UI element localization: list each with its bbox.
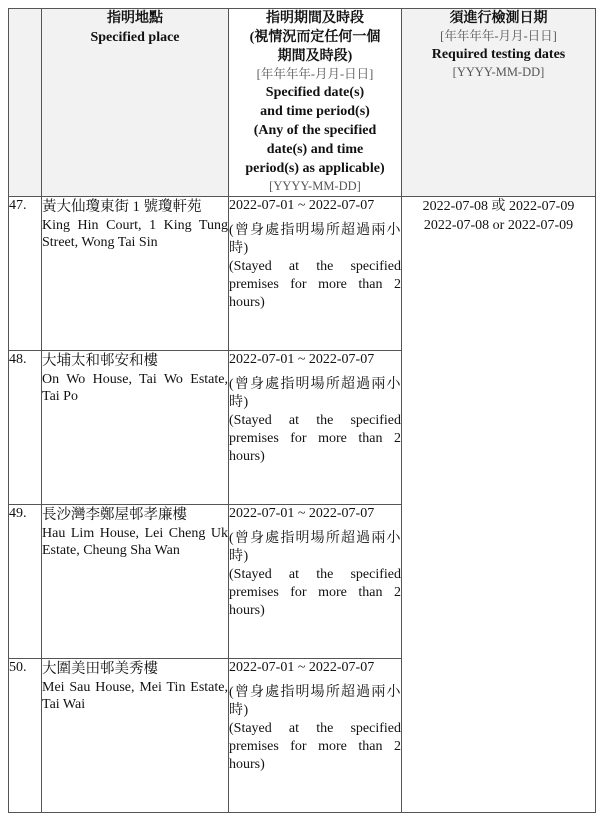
header-testing-zh: 須進行檢測日期 (449, 11, 548, 26)
row-note-en: (Stayed at the specified premises for more than 2 hours) (229, 567, 401, 618)
row-place-en: Hau Lim House, Lei Cheng Uk Estate, Cheung Sha Wan (42, 526, 228, 558)
row-number: 50. (9, 659, 42, 813)
row-date-range: 2022-07-01 ~ 2022-07-07 (229, 352, 375, 367)
header-period-zh-1: 指明期間及時段 (266, 11, 364, 26)
row-place-en: Mei Sau House, Mei Tin Estate, Tai Wai (42, 680, 228, 712)
header-required-testing-dates (402, 9, 596, 197)
testing-dates-zh: 2022-07-08 或 2022-07-09 (422, 199, 575, 214)
row-period (229, 351, 402, 505)
header-testing-format-zh: [年年年年-月月-日日] (440, 29, 557, 43)
row-note-zh: (曾身處指明場所超過兩小時) (229, 531, 401, 564)
testing-dates-cell (402, 197, 596, 813)
header-period-en-2: and time period(s) (260, 104, 370, 119)
row-note-zh: (曾身處指明場所超過兩小時) (229, 685, 401, 718)
row-note-zh: (曾身處指明場所超過兩小時) (229, 377, 401, 410)
row-period (229, 197, 402, 351)
row-place-en: On Wo House, Tai Wo Estate, Tai Po (42, 372, 228, 404)
header-testing-format-en: [YYYY-MM-DD] (452, 65, 545, 79)
row-date-range: 2022-07-01 ~ 2022-07-07 (229, 506, 375, 521)
row-date-range: 2022-07-01 ~ 2022-07-07 (229, 198, 375, 213)
header-period-zh-2: (視情況而定任何一個 (249, 30, 381, 45)
row-period (229, 505, 402, 659)
row-place-en: King Hin Court, 1 King Tung Street, Wong Tai Sin (42, 218, 228, 250)
header-period-en-4: date(s) and time (266, 142, 364, 157)
header-period-en-3: (Any of the specified (253, 123, 377, 138)
row-place-zh: 長沙灣李鄭屋邨孝廉樓 (42, 507, 187, 523)
testing-dates-en: 2022-07-08 or 2022-07-09 (423, 218, 574, 233)
header-period-en-1: Specified date(s) (265, 85, 365, 100)
header-period-zh-3: 期間及時段) (277, 49, 353, 64)
row-place-zh: 大圍美田邨美秀樓 (42, 661, 158, 677)
row-note-en: (Stayed at the specified premises for more than 2 hours) (229, 721, 401, 772)
row-note-zh: (曾身處指明場所超過兩小時) (229, 223, 401, 256)
header-specified-date (229, 9, 402, 197)
row-period (229, 659, 402, 813)
row-place (42, 505, 229, 659)
row-place (42, 659, 229, 813)
header-row (9, 9, 596, 197)
row-note-en: (Stayed at the specified premises for more than 2 hours) (229, 259, 401, 310)
row-place-zh: 黃大仙瓊東街 1 號瓊軒苑 (42, 199, 202, 215)
header-place-zh: 指明地點 (107, 11, 163, 26)
row-date-range: 2022-07-01 ~ 2022-07-07 (229, 660, 375, 675)
header-period-format-en: [YYYY-MM-DD] (269, 179, 361, 193)
row-note-en: (Stayed at the specified premises for more than 2 hours) (229, 413, 401, 464)
header-period-format-zh: [年年年年-月月-日日] (256, 67, 374, 81)
header-place-en: Specified place (90, 30, 180, 45)
header-number-cell (9, 9, 42, 197)
specified-places-table (8, 8, 596, 813)
row-number: 47. (9, 197, 42, 351)
header-testing-en: Required testing dates (431, 47, 566, 62)
header-specified-place (42, 9, 229, 197)
row-place (42, 351, 229, 505)
table-row (9, 197, 596, 351)
row-number: 49. (9, 505, 42, 659)
row-place (42, 197, 229, 351)
header-period-en-5: period(s) as applicable) (245, 161, 385, 176)
row-number: 48. (9, 351, 42, 505)
row-place-zh: 大埔太和邨安和樓 (42, 353, 158, 369)
